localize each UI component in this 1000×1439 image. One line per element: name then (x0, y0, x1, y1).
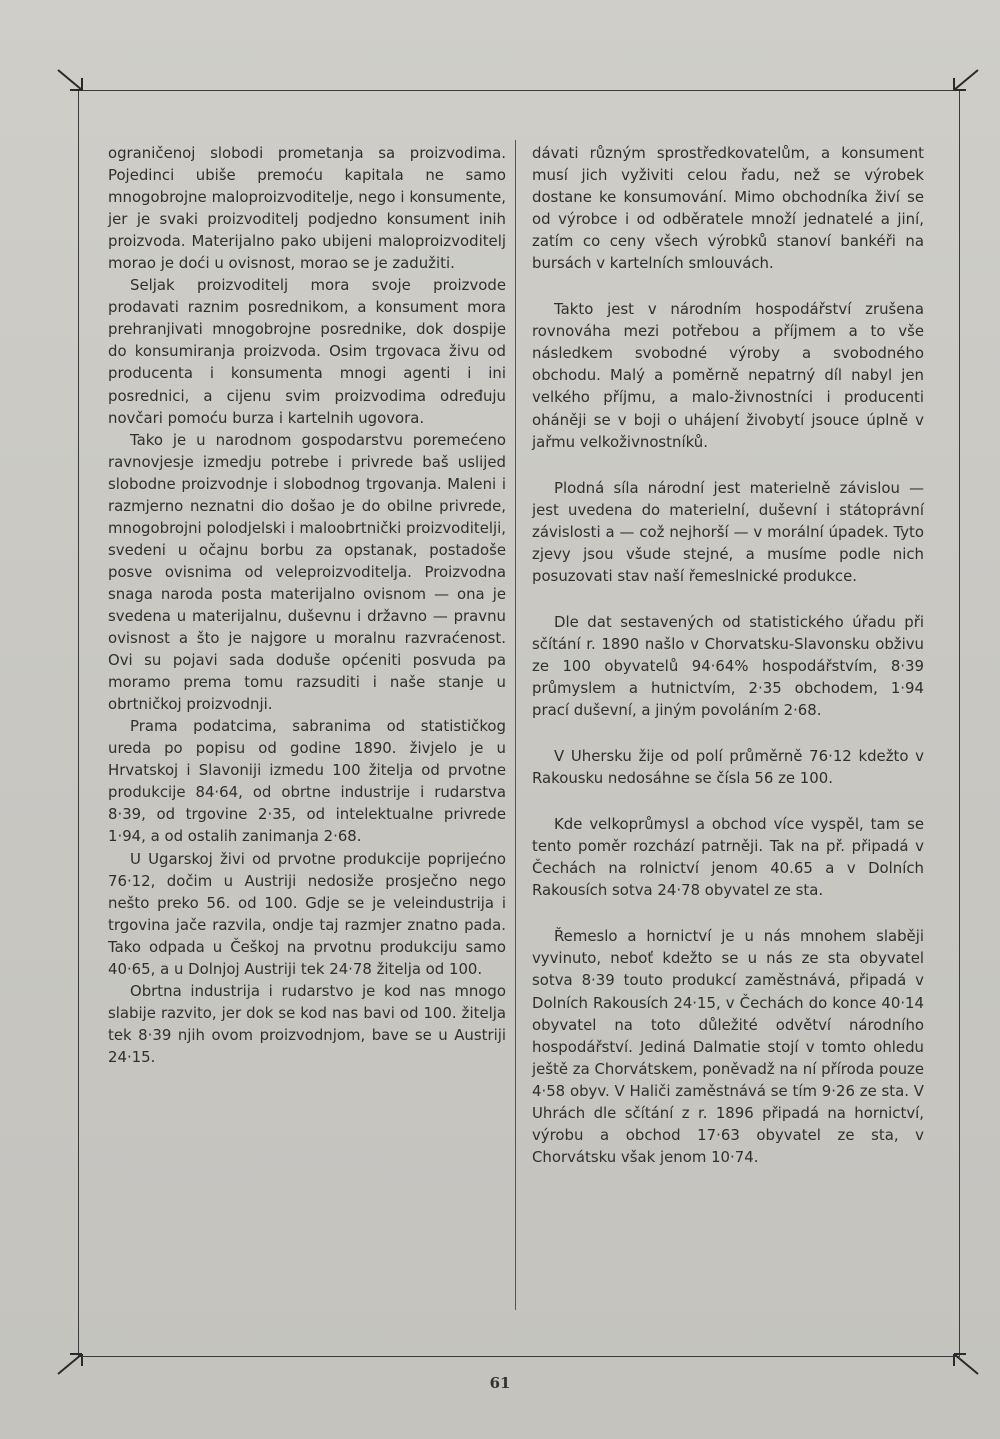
corner-mark-top-left (52, 64, 92, 104)
frame-bottom-rule (78, 1356, 960, 1357)
paragraph: Tako je u narodnom gospodarstvu poremećeno ravnovjesje izmedju potrebe i privrede baš uslijed slobodne proizvodnje i slobodnog trgovanja. Maleni i razmjerno neznatni dio došao je do obilne privrede, mnogobrojni polodjelski i maloobrtnički proizvoditelji, svedeni u očajnu borbu za opstanak, postadoše posve ovisnima od veleproizvoditelja. Proizvodna snaga naroda posta materijalno ovisnom — ona je svedena u materijalnu, duševnu i državno — pravnu ovisnost a što je najgore u moralnu razvraćenost. Ovi su pojavi sada doduše općeniti posvuda pa moramo prema tomu razsuditi i naše stanje u obrtničkoj proizvodnji. (108, 430, 506, 714)
paragraph: Dle dat sestavených od statistického úřadu při sčítání r. 1890 našlo v Chorvatsku-Slavonsku obživu ze 100 obyvatelů 94·64% hospodářstvím, 8·39 průmyslem a hutnictvím, 2·35 obchodem, 1·94 prací duševní, a jiným povoláním 2·68. (532, 612, 924, 720)
corner-mark-top-right (944, 64, 984, 104)
right-column (532, 142, 924, 1168)
paragraph: Seljak proizvoditelj mora svoje proizvode prodavati raznim posrednikom, a konsument mora prehranjivati mnogobrojne posrednike, dok dospije do konsumiranja proizvoda. Osim trgovaca živu od producenta i konsumenta mnogi agenti i ini posrednici, a cijenu svim proizvodima određuju novčari pomoću burza i kartelnih ugovora. (108, 276, 506, 427)
paragraph: Plodná síla národní jest materielně závislou — jest uvedena do materielní, duševní i státoprávní závislosti a — což nejhorší — v morální úpadek. Tyto zjevy jsou všude stejné, a musíme podle nich posuzovati stav naší řemeslnické produkce. (532, 478, 924, 585)
frame-top-rule (78, 90, 960, 91)
paragraph: Kde velkoprůmysl a obchod více vyspěl, tam se tento poměr rozchází patrněji. Tak na př. připadá v Čechách na rolnictví jenom 40.65 a v Dolních Rakousích sotva 24·78 obyvatel ze sta. (532, 815, 924, 900)
column-divider (515, 140, 516, 1310)
frame-right-rule (959, 90, 960, 1356)
paragraph: ograničenoj slobodi prometanja sa proizvodima. Pojedinci ubiše premoću kapitala ne samo mnogobrojne maloproizvoditelje, nego i konsumente, jer je svaki proizvoditelj podjedno konsument inih proizvoda. Materijalno pako ubijeni maloproizvoditelj morao je doći u ovisnost, morao se je zadužiti. (108, 144, 506, 273)
page-number: 61 (489, 1374, 511, 1392)
paragraph: Řemeslo a hornictví je u nás mnohem slaběji vyvinuto, neboť kdežto se u nás ze sta obyvatel sotva 8·39 touto produkcí zaměstnává, připadá v Dolních Rakousích 24·15, v Čechách do konce 40·14 obyvatel na toto důležité odvětví národního hospodářství. Jediná Dalmatie stojí v tomto ohledu ještě za Chorvátskem, poněvadž na ní příroda pouze 4·58 obyv. V Haliči zaměstnává se tím 9·26 ze sta. V Uhrách dle sčítání z r. 1896 připadá na hornictví, výrobu a obchod 17·63 obyvatel ze sta, v Chorvátsku však jenom 10·74. (532, 927, 924, 1166)
paragraph: Prama podatcima, sabranima od statističkog ureda po popisu od godine 1890. živjelo je u Hrvatskoj i Slavoniji izmedu 100 žitelja od prvotne produkcije 84·64, od obrtne industrije i rudarstva 8·39, od trgovine 2·35, od intelektualne privrede 1·94, a od ostalih zanimanja 2·68. (108, 717, 506, 846)
paragraph: Takto jest v národním hospodářství zrušena rovnováha mezi potřebou a příjmem a to vše následkem svobodné výroby a svobodného obchodu. Malý a poměrně nepatrný díl nabyl jen velkého příjmu, a malo-živnostníci i producenti oháněji se v boji o uhájení živobytí jsouce úplně v jařmu velkoživnostníků. (532, 300, 924, 451)
paragraph: V Uhersku žije od polí průměrně 76·12 kdežto v Rakousku nedosáhne se čísla 56 ze 100. (532, 747, 924, 788)
frame-left-rule (78, 90, 79, 1356)
paragraph: dávati různým sprostředkovatelům, a konsument musí jich vyživiti celou řadu, než se výrobek dostane ke konsumování. Mimo obchodníka živí se od výrobce i od odběratele množí jednatelé a jiní, zatím co ceny všech výrobků stanoví bankéři na bursách v kartelních smlouvách. (532, 144, 924, 273)
left-column (108, 142, 506, 1068)
paragraph: U Ugarskoj živi od prvotne produkcije poprijećno 76·12, dočim u Austriji nedosiže prosječno nego nešto preko 56. od 100. Gdje se je veleindustrija i trgovina jače razvila, ondje taj razmjer znatno pada. Tako odpada u Češkoj na prvotnu produkciju samo 40·65, a u Dolnjoj Austriji tek 24·78 žitelja od 100. (108, 849, 506, 978)
paragraph: Obrtna industrija i rudarstvo je kod nas mnogo slabije razvito, jer dok se kod nas bavi od 100. žitelja tek 8·39 njih ovom proizvodnjom, bave se u Austriji 24·15. (108, 981, 506, 1066)
